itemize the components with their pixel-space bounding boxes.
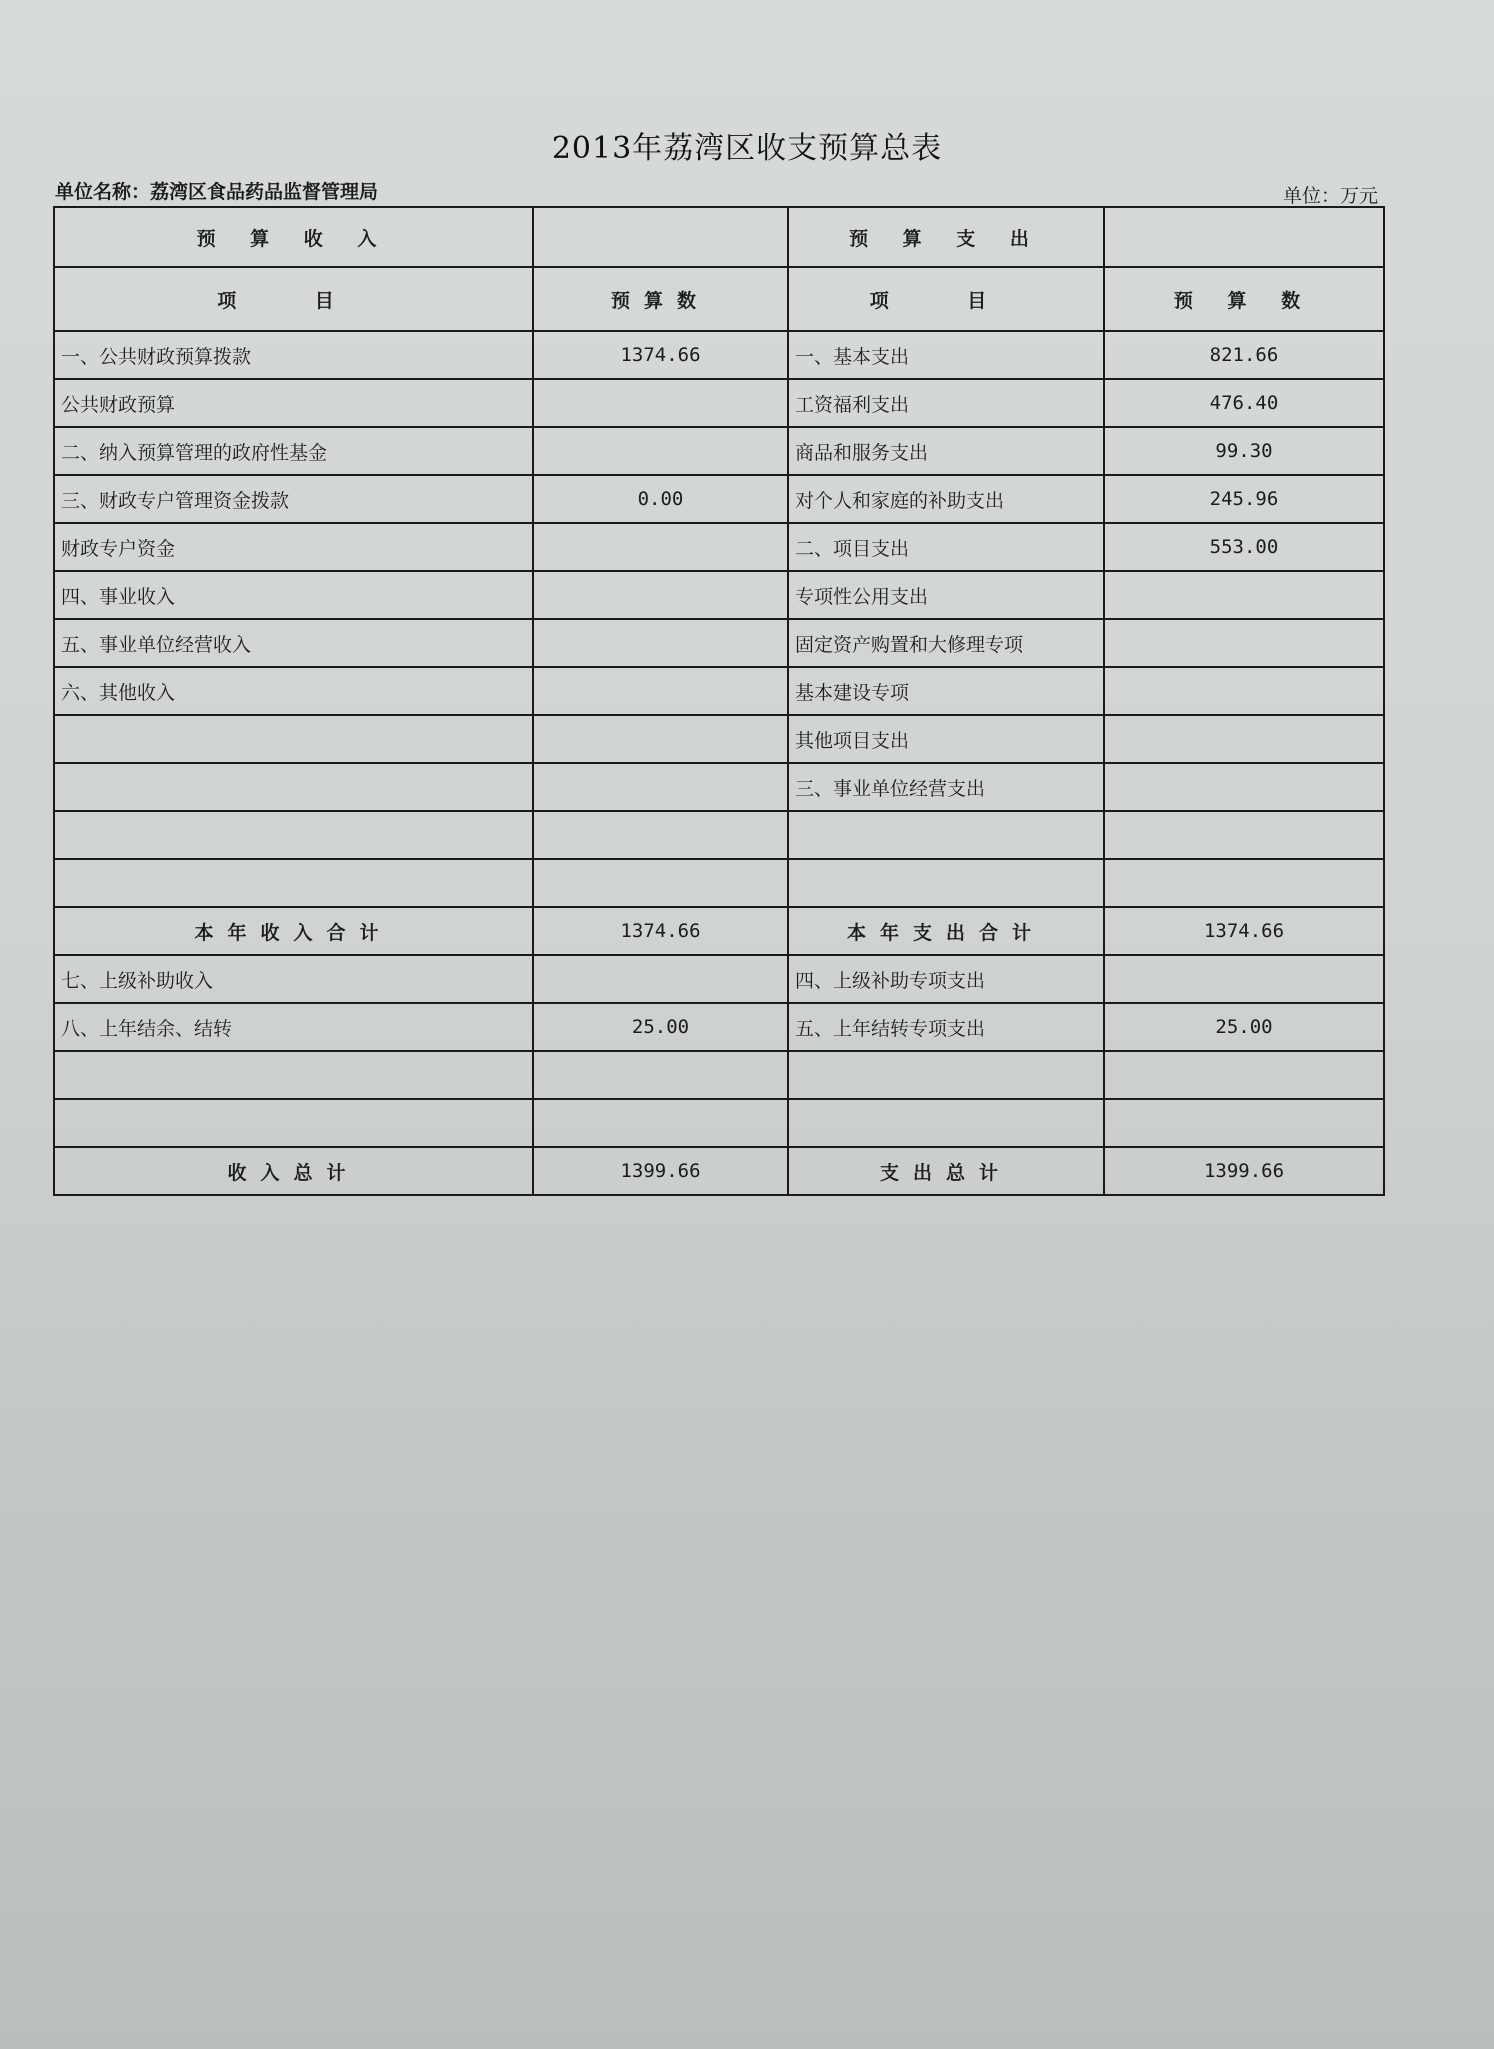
header-blank-cell xyxy=(1104,207,1384,267)
expense-value-cell xyxy=(1104,1051,1384,1099)
table-row xyxy=(54,715,1384,763)
expense-item-cell: 五、上年结转专项支出 xyxy=(788,1003,1104,1051)
table-row xyxy=(54,427,1384,475)
table-row xyxy=(54,1147,1384,1195)
expense-value-cell: 245.96 xyxy=(1104,475,1384,523)
income-item-cell xyxy=(54,715,533,763)
expense-item-cell xyxy=(788,859,1104,907)
expense-value-cell: 553.00 xyxy=(1104,523,1384,571)
table-row xyxy=(54,379,1384,427)
expense-item-cell: 四、上级补助专项支出 xyxy=(788,955,1104,1003)
table-row xyxy=(54,1003,1384,1051)
income-item-cell xyxy=(54,763,533,811)
income-item-header: 项 目 xyxy=(54,267,533,331)
expense-value-cell: 99.30 xyxy=(1104,427,1384,475)
expense-section-header: 预 算 支 出 xyxy=(788,207,1104,267)
income-item-cell: 四、事业收入 xyxy=(54,571,533,619)
expense-value-cell xyxy=(1104,955,1384,1003)
income-item-cell: 五、事业单位经营收入 xyxy=(54,619,533,667)
income-value-cell: 1399.66 xyxy=(533,1147,788,1195)
income-item-cell: 本年收入合计 xyxy=(54,907,533,955)
expense-item-cell: 二、项目支出 xyxy=(788,523,1104,571)
table-row xyxy=(54,1051,1384,1099)
expense-item-cell: 本年支出合计 xyxy=(788,907,1104,955)
expense-budget-header: 预 算 数 xyxy=(1104,267,1384,331)
income-item-cell: 一、公共财政预算拨款 xyxy=(54,331,533,379)
table-row xyxy=(54,475,1384,523)
expense-item-cell: 支出总计 xyxy=(788,1147,1104,1195)
expense-value-cell xyxy=(1104,763,1384,811)
income-budget-header: 预算数 xyxy=(533,267,788,331)
expense-value-cell: 25.00 xyxy=(1104,1003,1384,1051)
income-item-cell: 财政专户资金 xyxy=(54,523,533,571)
expense-item-cell xyxy=(788,811,1104,859)
income-value-cell xyxy=(533,427,788,475)
expense-item-cell: 商品和服务支出 xyxy=(788,427,1104,475)
expense-item-header: 项 目 xyxy=(788,267,1104,331)
table-row xyxy=(54,619,1384,667)
income-item-cell: 公共财政预算 xyxy=(54,379,533,427)
expense-item-cell: 工资福利支出 xyxy=(788,379,1104,427)
expense-item-cell: 三、事业单位经营支出 xyxy=(788,763,1104,811)
table-row xyxy=(54,859,1384,907)
expense-item-cell xyxy=(788,1051,1104,1099)
expense-item-cell xyxy=(788,1099,1104,1147)
income-value-cell xyxy=(533,523,788,571)
table-row xyxy=(54,811,1384,859)
expense-item-cell: 专项性公用支出 xyxy=(788,571,1104,619)
header-blank-cell xyxy=(533,207,788,267)
expense-value-cell xyxy=(1104,571,1384,619)
unit-name-label: 单位名称：荔湾区食品药品监督管理局 xyxy=(55,181,379,203)
income-item-cell: 六、其他收入 xyxy=(54,667,533,715)
income-item-cell xyxy=(54,1099,533,1147)
page-title: 2013年荔湾区收支预算总表 xyxy=(551,131,943,166)
income-item-cell xyxy=(54,1051,533,1099)
income-value-cell xyxy=(533,379,788,427)
table-row xyxy=(54,763,1384,811)
table-row xyxy=(54,955,1384,1003)
expense-value-cell xyxy=(1104,859,1384,907)
income-value-cell xyxy=(533,1051,788,1099)
income-value-cell: 1374.66 xyxy=(533,331,788,379)
income-item-cell xyxy=(54,811,533,859)
income-value-cell xyxy=(533,619,788,667)
income-value-cell: 0.00 xyxy=(533,475,788,523)
expense-value-cell xyxy=(1104,667,1384,715)
income-item-cell: 收入总计 xyxy=(54,1147,533,1195)
table-row xyxy=(54,331,1384,379)
expense-item-cell: 一、基本支出 xyxy=(788,331,1104,379)
income-value-cell xyxy=(533,859,788,907)
expense-value-cell xyxy=(1104,811,1384,859)
table-row xyxy=(54,571,1384,619)
income-value-cell: 25.00 xyxy=(533,1003,788,1051)
table-row xyxy=(54,667,1384,715)
expense-value-cell: 821.66 xyxy=(1104,331,1384,379)
income-value-cell xyxy=(533,667,788,715)
income-value-cell xyxy=(533,955,788,1003)
income-value-cell xyxy=(533,571,788,619)
table-row xyxy=(54,523,1384,571)
table-row xyxy=(54,907,1384,955)
income-value-cell xyxy=(533,811,788,859)
income-item-cell: 三、财政专户管理资金拨款 xyxy=(54,475,533,523)
expense-value-cell: 1399.66 xyxy=(1104,1147,1384,1195)
income-value-cell xyxy=(533,763,788,811)
expense-value-cell xyxy=(1104,715,1384,763)
income-value-cell: 1374.66 xyxy=(533,907,788,955)
expense-item-cell: 对个人和家庭的补助支出 xyxy=(788,475,1104,523)
income-value-cell xyxy=(533,1099,788,1147)
table-subheader-row xyxy=(54,267,1384,331)
unit-measure-label: 单位：万元 xyxy=(1282,185,1378,207)
expense-item-cell: 基本建设专项 xyxy=(788,667,1104,715)
table-row xyxy=(54,1099,1384,1147)
table-header-row xyxy=(54,207,1384,267)
income-item-cell: 二、纳入预算管理的政府性基金 xyxy=(54,427,533,475)
expense-item-cell: 固定资产购置和大修理专项 xyxy=(788,619,1104,667)
income-item-cell xyxy=(54,859,533,907)
expense-value-cell: 476.40 xyxy=(1104,379,1384,427)
budget-table xyxy=(53,206,1385,1196)
income-value-cell xyxy=(533,715,788,763)
income-item-cell: 八、上年结余、结转 xyxy=(54,1003,533,1051)
expense-value-cell: 1374.66 xyxy=(1104,907,1384,955)
income-item-cell: 七、上级补助收入 xyxy=(54,955,533,1003)
expense-value-cell xyxy=(1104,1099,1384,1147)
expense-item-cell: 其他项目支出 xyxy=(788,715,1104,763)
income-section-header: 预 算 收 入 xyxy=(54,207,533,267)
expense-value-cell xyxy=(1104,619,1384,667)
